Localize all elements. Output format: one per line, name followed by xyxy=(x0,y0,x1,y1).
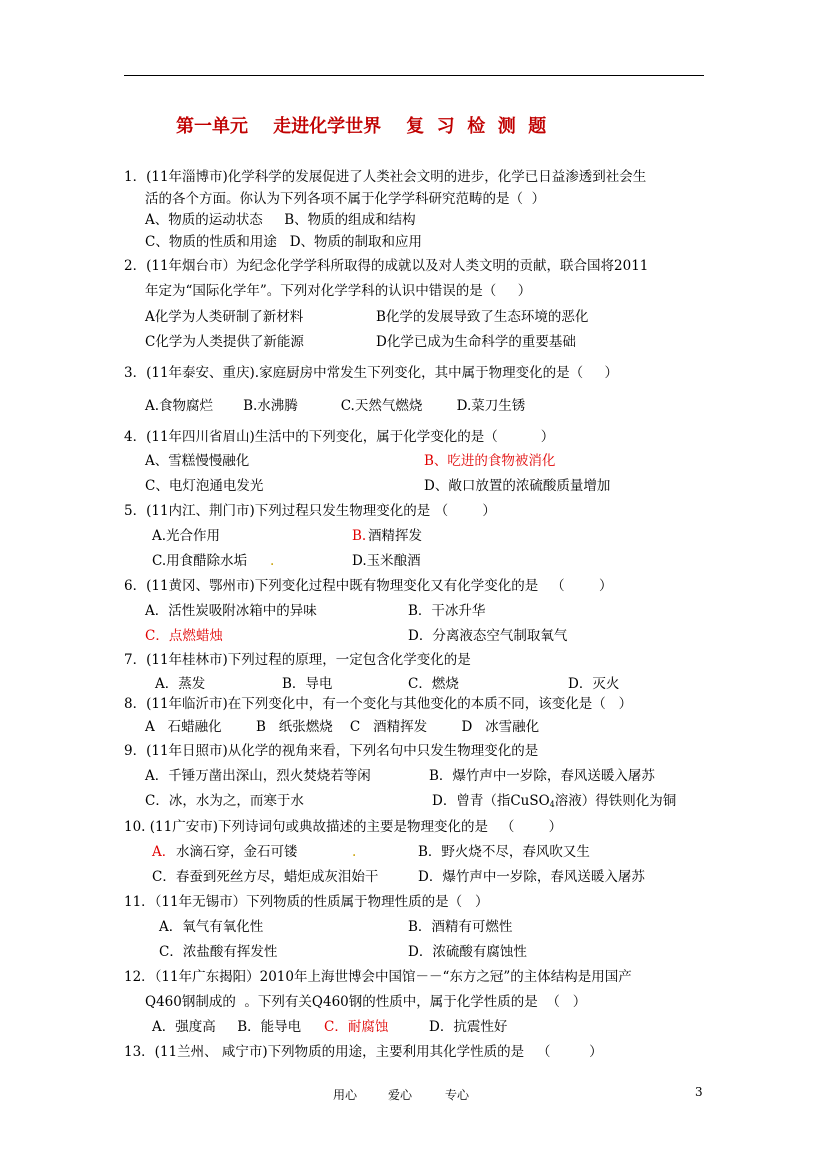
question-2-option-d: D化学已成为生命科学的重要基础 xyxy=(376,334,576,350)
question-9-stem: 9．(11年日照市)从化学的视角来看，下列名句中只发生物理变化的是 xyxy=(124,743,539,759)
question-4-stem: 4．(11年四川省眉山)生活中的下列变化，属于化学变化的是（ ） xyxy=(124,429,555,445)
page-title: 第一单元 走进化学世界 复 习 检 测 题 xyxy=(176,116,547,137)
question-4-option-c: C、电灯泡通电发光 xyxy=(145,478,264,494)
footer-item: 爱心 xyxy=(388,1088,413,1102)
stray-dot: . xyxy=(352,844,357,860)
question-6-option-d: D．分离液态空气制取氧气 xyxy=(408,628,568,644)
question-7-option-c: C．燃烧 xyxy=(408,676,459,692)
question-10-stem: 10. (11广安市)下列诗词句或典故描述的主要是物理变化的是 （ ） xyxy=(124,819,563,835)
question-5-option-b-text: 酒精挥发 xyxy=(368,528,422,544)
question-5-stem: 5．(11内江、荆门市)下列过程只发生物理变化的是 （ ） xyxy=(124,503,496,519)
question-4-option-b: B、吃进的食物被消化 xyxy=(424,453,556,469)
question-8-options: A 石蜡融化 B 纸张燃烧 C 酒精挥发 D 冰雪融化 xyxy=(145,719,540,735)
question-12-option-d: D．抗震性好 xyxy=(429,1019,508,1035)
question-2-option-b: B化学的发展导致了生态环境的恶化 xyxy=(376,309,589,325)
question-9-option-c: C．冰，水为之，而寒于水 xyxy=(145,793,304,809)
question-6-option-b: B．干冰升华 xyxy=(408,603,486,619)
page-number: 3 xyxy=(695,1085,703,1099)
question-9-option-a: A．千锤万凿出深山，烈火焚烧若等闲 xyxy=(145,768,371,784)
question-11-option-c: C．浓盐酸有挥发性 xyxy=(159,944,278,960)
question-11-option-a: A．氧气有氧化性 xyxy=(159,919,264,935)
question-9-option-d-part2: 溶液）得铁则化为铜 xyxy=(554,793,677,809)
question-12-option-c: C．耐腐蚀 xyxy=(324,1019,389,1035)
question-11-option-b: B．酒精有可燃性 xyxy=(408,919,513,935)
question-8-stem: 8．(11年临沂市)在下列变化中，有一个变化与其他变化的本质不同，该变化是（ ） xyxy=(124,696,633,712)
question-7-option-b: B．导电 xyxy=(282,676,333,692)
question-7-option-d: D．灭火 xyxy=(568,676,620,692)
question-2-option-c: C化学为人类提供了新能源 xyxy=(145,334,304,350)
question-6-option-a: A．活性炭吸附冰箱中的异味 xyxy=(145,603,317,619)
question-12-options-ab: A．强度高 B．能导电 xyxy=(152,1019,302,1035)
question-1-line-2: 活的各个方面。你认为下列各项不属于化学学科研究范畴的是（ ） xyxy=(145,191,546,207)
question-11-option-d: D．浓硫酸有腐蚀性 xyxy=(408,944,527,960)
question-9-option-d xyxy=(432,792,676,814)
question-13-stem: 13．(11兰州、 咸宁市)下列物质的用途，主要利用其化学性质的是 （ ） xyxy=(124,1044,603,1060)
question-10-option-b: B．野火烧不尽，春风吹又生 xyxy=(418,844,590,860)
question-10-option-a-letter: A． xyxy=(152,844,176,860)
question-7-option-a: A．蒸发 xyxy=(155,676,206,692)
question-2-option-a: A化学为人类研制了新材料 xyxy=(145,309,304,325)
question-2-line-2: 年定为“国际化学年”。下列对化学学科的认识中错误的是（ ） xyxy=(145,283,532,299)
question-6-stem: 6．(11黄冈、鄂州市)下列变化过程中既有物理变化又有化学变化的是 （ ） xyxy=(124,578,613,594)
stray-dot: . xyxy=(270,553,275,569)
question-5-option-c: C.用食醋除水垢 xyxy=(152,553,248,569)
question-2-line-1: 2．(11年烟台市）为纪念化学学科所取得的成就以及对人类文明的贡献，联合国将2011 xyxy=(124,258,649,274)
question-3-stem: 3．(11年泰安、重庆).家庭厨房中常发生下列变化，其中属于物理变化的是（ ） xyxy=(124,365,619,381)
question-12-line-2: Q460钢制成的 。下列有关Q460钢的性质中，属于化学性质的是 （ ） xyxy=(145,994,587,1010)
footer-item: 用心 xyxy=(333,1088,358,1102)
question-9-option-b: B．爆竹声中一岁除，春风送暖入屠苏 xyxy=(429,768,655,784)
question-5-option-a: A.光合作用 xyxy=(152,528,221,544)
header-rule xyxy=(124,75,704,76)
question-6-option-c: C．点燃蜡烛 xyxy=(145,628,223,644)
question-9-option-d-part1: D．曾青（指CuSO xyxy=(432,793,550,809)
question-7-stem: 7．(11年桂林市)下列过程的原理，一定包含化学变化的是 xyxy=(124,652,471,668)
question-3-options: A.食物腐烂 B.水沸腾 C.天然气燃烧 D.菜刀生锈 xyxy=(145,398,526,414)
question-5-option-d: D.玉米酿酒 xyxy=(352,553,421,569)
question-10-option-a-text: 水滴石穿，金石可镂 xyxy=(176,844,298,860)
question-4-option-a: A、雪糕慢慢融化 xyxy=(145,453,250,469)
question-10-option-c: C．春蚕到死丝方尽，蜡炬成灰泪始干 xyxy=(152,869,379,885)
question-10-option-d: D．爆竹声中一岁除，春风送暖入屠苏 xyxy=(418,869,645,885)
footer-item: 专心 xyxy=(445,1088,470,1102)
question-11-stem: 11．（11年无锡市）下列物质的性质属于物理性质的是（ ） xyxy=(124,894,489,910)
question-5-option-b-letter: B. xyxy=(352,528,367,544)
question-12-line-1: 12．（11年广东揭阳）2010年上海世博会中国馆－－“东方之冠”的主体结构是用国产 xyxy=(124,969,632,985)
question-1-line-1: 1．(11年淄博市)化学科学的发展促进了人类社会文明的进步，化学已日益渗透到社会生 xyxy=(124,169,647,185)
subscript-4: 4 xyxy=(549,800,555,809)
question-1-options-ab: A、物质的运动状态 B、物质的组成和结构 xyxy=(145,212,416,228)
question-1-options-cd: C、物质的性质和用途 D、物质的制取和应用 xyxy=(145,234,423,250)
question-4-option-d: D、敞口放置的浓硫酸质量增加 xyxy=(424,478,611,494)
